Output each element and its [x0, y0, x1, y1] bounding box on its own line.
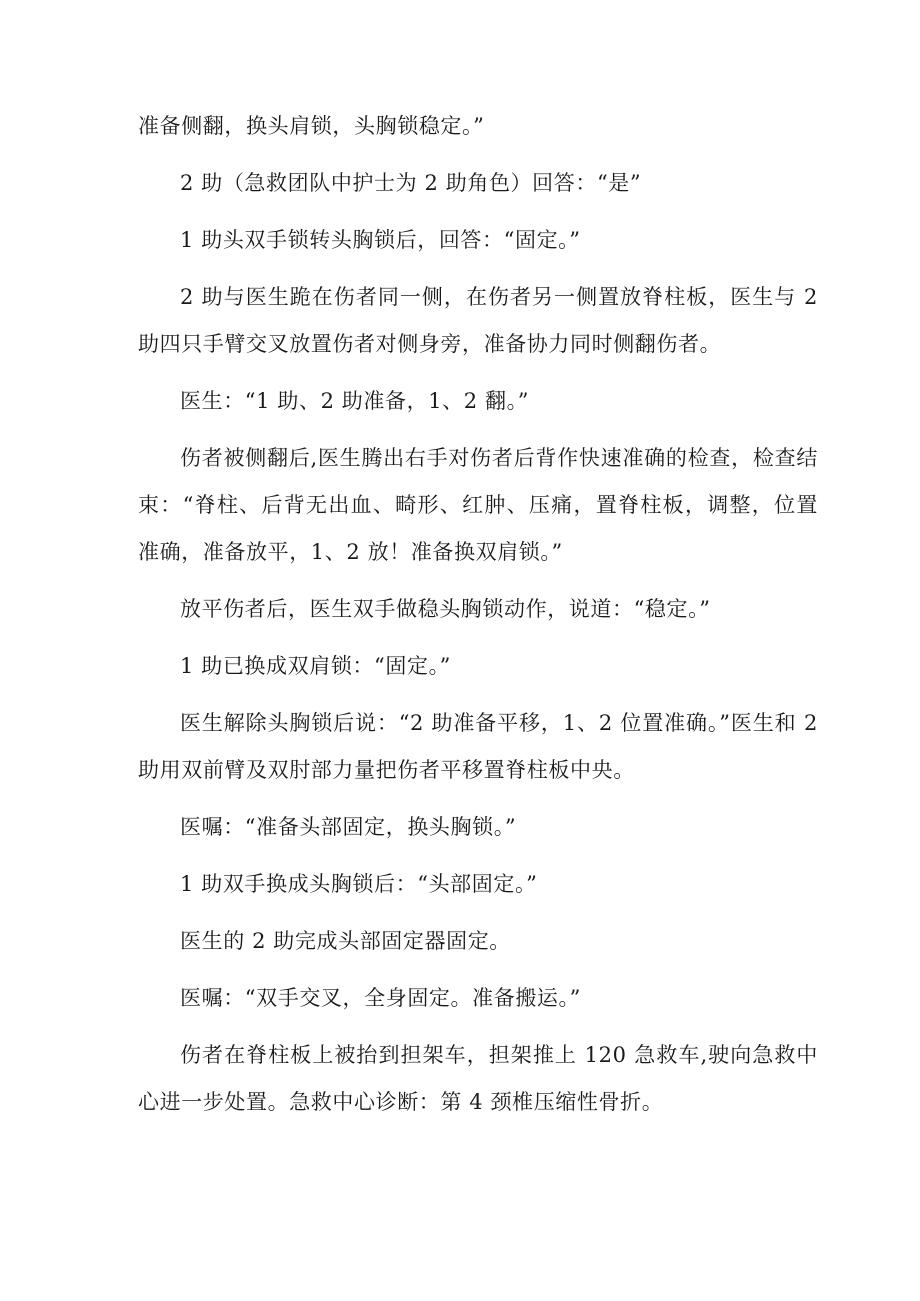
paragraph: 医生解除头胸锁后说：“2 助准备平移，1、2 位置准确。”医生和 2 助用双前臂及双肘部力量把伤者平移置脊柱板中央。 — [138, 711, 818, 782]
paragraph: 医嘱：“双手交叉，全身固定。准备搬运。” — [180, 986, 581, 1010]
paragraph: 医生：“1 助、2 助准备，1、2 翻。” — [180, 389, 530, 413]
paragraph: 医嘱：“准备头部固定，换头胸锁。” — [180, 815, 517, 839]
paragraph: 2 助（急救团队中护士为 2 助角色）回答：“是” — [180, 171, 642, 195]
paragraph: 1 助双手换成头胸锁后：“头部固定。” — [180, 872, 538, 896]
paragraph: 伤者在脊柱板上被抬到担架车，担架推上 120 急救车,驶向急救中心进一步处置。急救中心诊断：第 4 颈椎压缩性骨折。 — [138, 1043, 818, 1114]
paragraph: 1 助已换成双肩锁：“固定。” — [180, 654, 452, 678]
paragraph: 放平伤者后，医生双手做稳头胸锁动作，说道：“稳定。” — [180, 597, 711, 621]
paragraph: 伤者被侧翻后,医生腾出右手对伤者后背作快速准确的检查，检查结束：“脊柱、后背无出血、畸形、红肿、压痛，置脊柱板，调整，位置准确，准备放平，1、2 放！准备换双肩锁。” — [138, 446, 818, 564]
paragraph: 医生的 2 助完成头部固定器固定。 — [180, 929, 511, 953]
paragraph: 1 助头双手锁转头胸锁后，回答：“固定。” — [180, 228, 581, 252]
document-body — [138, 103, 818, 1136]
paragraph: 准备侧翻，换头肩锁，头胸锁稳定。” — [138, 114, 485, 138]
paragraph: 2 助与医生跪在伤者同一侧，在伤者另一侧置放脊柱板，医生与 2 助四只手臂交叉放置伤者对侧身旁，准备协力同时侧翻伤者。 — [138, 285, 818, 356]
